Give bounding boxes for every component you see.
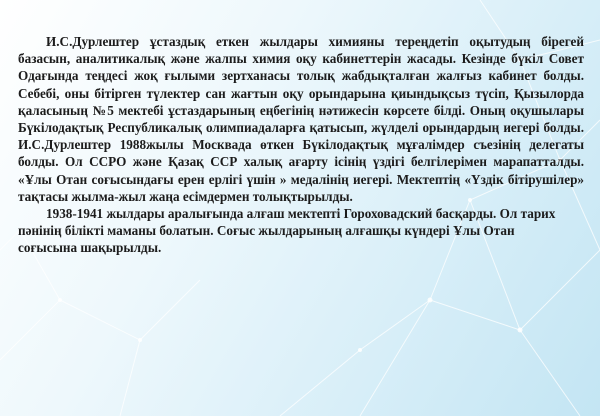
paragraph-gorokhovadsky: 1938-1941 жылдары аралығында алғаш мектепті Гороховадский басқарды. Ол тарих пәнінің білікті маманы болатын. Соғыс жылдарының алғашқы күндері Ұлы Отан соғысына шақырылды.: [18, 206, 556, 256]
document-body: [18, 33, 584, 257]
paragraph-durleshter: И.С.Дурлештер ұстаздық еткен жылдары химияны тереңдетіп оқытудың бірегей базасын, аналитикалық және жалпы химия оқу кабинеттерін жасады. Кезінде бүкіл Совет Одағында теңдесі жоқ ғылыми зертханасы толық жабдықталған жалғыз кабинет болды. Себебі, оны бітірген түлектер сан жағтын оқу орындарына қиындықсыз түсіп, Қызылорда қаласының №5 мектебі ұстаздарының еңбегінің нәтижесін көрсете білді. Оның оқушылары Бүкілодақтық Республикалық олимпиадаларға қатысып, жүлделі орындардың иегері болды. И.С.Дурлештер 1988жылы Москвада өткен Бүкілодақтық мұғалімдер съезінің делегаты болды. Ол ССРО және Қазақ ССР халық ағарту ісінің үздігі белгілерімен марапатталды. «Ұлы Отан соғысындағы ерен ерлігі үшін » медалінің иегері. Мектептің «Үздік бітірушілер» тақтасы жылма-жыл жаңа есімдермен толықтырылды.: [18, 34, 584, 204]
